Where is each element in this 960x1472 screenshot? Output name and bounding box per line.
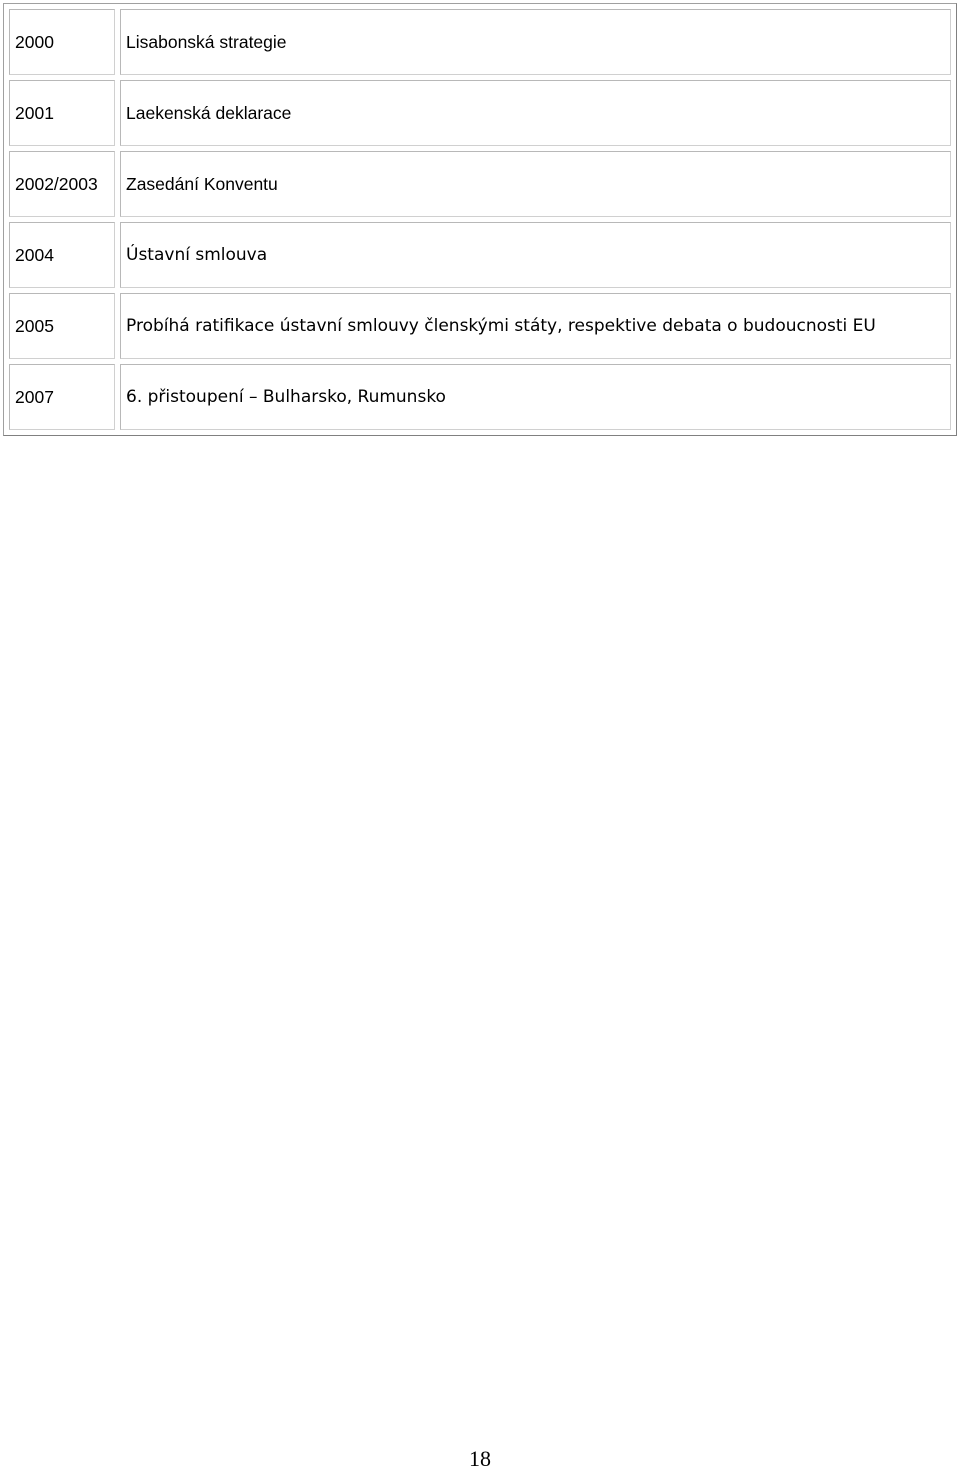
event-cell: Zasedání Konventu (120, 151, 951, 217)
table-row (9, 9, 951, 75)
timeline-table-grid (4, 4, 956, 435)
table-row (9, 364, 951, 430)
timeline-table (3, 3, 957, 436)
page-number: 18 (469, 1446, 491, 1471)
year-cell: 2004 (9, 222, 115, 288)
year-cell: 2005 (9, 293, 115, 359)
year-cell: 2002/2003 (9, 151, 115, 217)
event-cell: 6. přistoupení – Bulharsko, Rumunsko (120, 364, 951, 430)
table-row (9, 80, 951, 146)
table-row (9, 151, 951, 217)
year-cell: 2000 (9, 9, 115, 75)
year-cell: 2007 (9, 364, 115, 430)
event-cell: Ústavní smlouva (120, 222, 951, 288)
event-cell: Probíhá ratifikace ústavní smlouvy členskými státy, respektive debata o budoucnosti EU (120, 293, 951, 359)
year-cell: 2001 (9, 80, 115, 146)
event-cell: Lisabonská strategie (120, 9, 951, 75)
table-row (9, 293, 951, 359)
table-row (9, 222, 951, 288)
event-cell: Laekenská deklarace (120, 80, 951, 146)
